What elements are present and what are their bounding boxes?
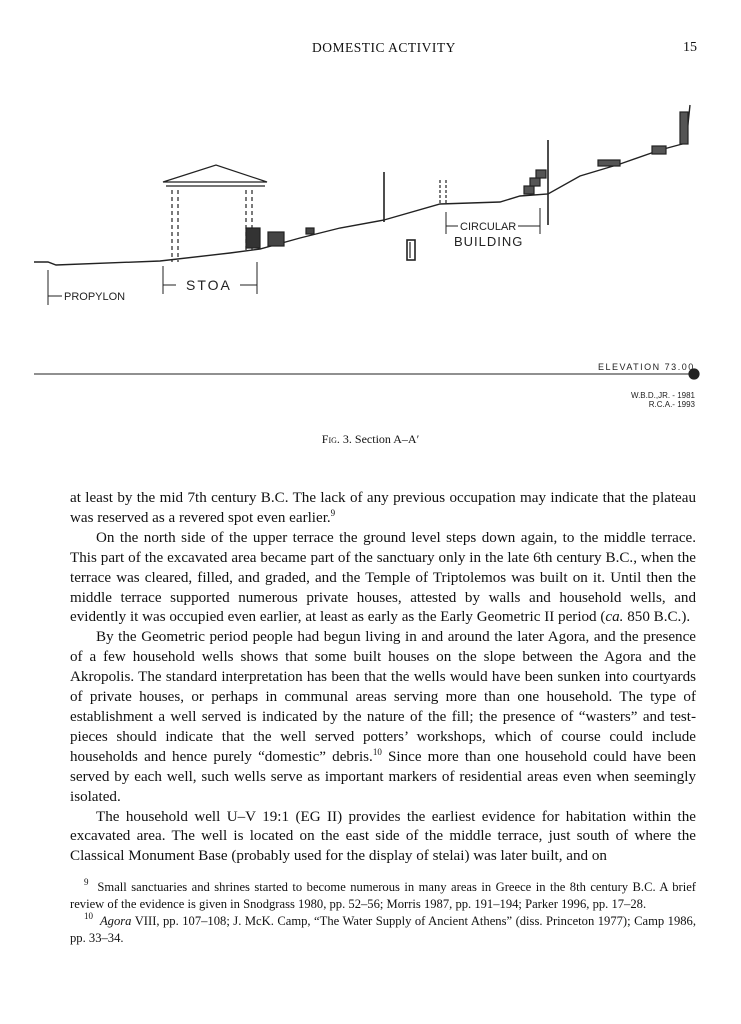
paragraph <box>70 489 696 529</box>
paragraph <box>70 529 696 629</box>
footnote-mark: 9 <box>84 877 89 887</box>
italic-text: ca. <box>605 609 624 626</box>
ground-profile <box>34 105 690 265</box>
footnote-text: Small sanctuaries and shrines started to become numerous in many areas in Greece in the 8th century B.C. A brief review of the evidence is given in Snodgrass 1980, pp. 52–56; Morris 1987, pp. 191–194; Parker 1996, pp. 17–28. <box>70 880 697 911</box>
foundation-block <box>306 228 314 234</box>
credit-line: R.C.A.- 1993 <box>648 400 695 409</box>
caption-prefix: Fig. 3. <box>321 432 352 446</box>
circular-label: CIRCULAR <box>460 221 517 233</box>
paragraph-text: By the Geometric period people had begun living in and around the later Agora, and the presence of a few household wells shows that some built houses on the slope between the Agora and the Akropolis. The standard interpretation has been that the wells would have been sunken into courtyards of private houses, or perhaps in communal areas serving more than one household. The type of establishment a well served is indicated by the nature of the fill; the presence of “wasters” and test-pieces should indicate that the well served potters’ workshops, which of course could include households and hence purely “domestic” debris. <box>70 629 696 765</box>
footnote-ref: 9 <box>330 507 336 518</box>
section-drawing <box>0 0 741 430</box>
page-number: 15 <box>683 40 697 55</box>
running-head: DOMESTIC ACTIVITY <box>312 40 456 55</box>
italic-text: Agora <box>99 914 132 928</box>
body-text <box>70 489 696 867</box>
stoa-label: STOA <box>186 277 232 293</box>
footnote-mark: 10 <box>84 911 93 921</box>
paragraph <box>70 628 696 807</box>
elevation-label: ELEVATION 73.00 <box>598 362 695 372</box>
propylon-label: PROPYLON <box>64 291 126 303</box>
footnote-ref: 10 <box>372 746 382 757</box>
footnote-text: VIII, pp. 107–108; J. McK. Camp, “The Water Supply of Ancient Athens” (diss. Princeton 1977); Camp 1986, pp. 33–34. <box>70 914 696 945</box>
well-shaft <box>407 240 415 260</box>
paragraph-text: On the north side of the upper terrace the ground level steps down again, to the middle terrace. This part of the excavated area became part of the sanctuary only in the late 6th century B.C., when the terrace was cleared, filled, and graded, and the Temple of Triptolemos was built on it. Until then the middle terrace supported numerous private houses, attested by walls and household wells, and evidently it was occupied even earlier, at least as early as the Early Geometric II period ( <box>70 529 696 626</box>
paragraph-text: at least by the mid 7th century B.C. The lack of any previous occupation may indicate that the plateau was reserved as a revered spot even earlier. <box>70 490 696 526</box>
footnotes <box>70 879 696 947</box>
paragraph-text: 850 B.C.). <box>623 609 691 626</box>
building-label: BUILDING <box>454 234 524 249</box>
drawing-credits <box>631 391 695 409</box>
paragraph-text: Since more than one household could have been served by each well, such wells serve as important markers of residential areas even when seemingly isolated. <box>70 748 696 805</box>
stoa-structure <box>163 165 267 262</box>
paragraph <box>70 808 696 868</box>
credit-line: W.B.D.,JR. - 1981 <box>630 391 695 400</box>
figure-caption <box>0 432 741 447</box>
footnote <box>70 913 696 947</box>
caption-text: Section A–A′ <box>354 432 420 446</box>
paragraph-text: The household well U–V 19:1 (EG II) provides the earliest evidence for habitation within the excavated area. The well is located on the east side of the middle terrace, just south of where the Classical Monument Base (probably used for the display of stelai) was later built, and on <box>70 808 696 865</box>
footnote <box>70 879 696 913</box>
foundation-block <box>268 232 284 246</box>
